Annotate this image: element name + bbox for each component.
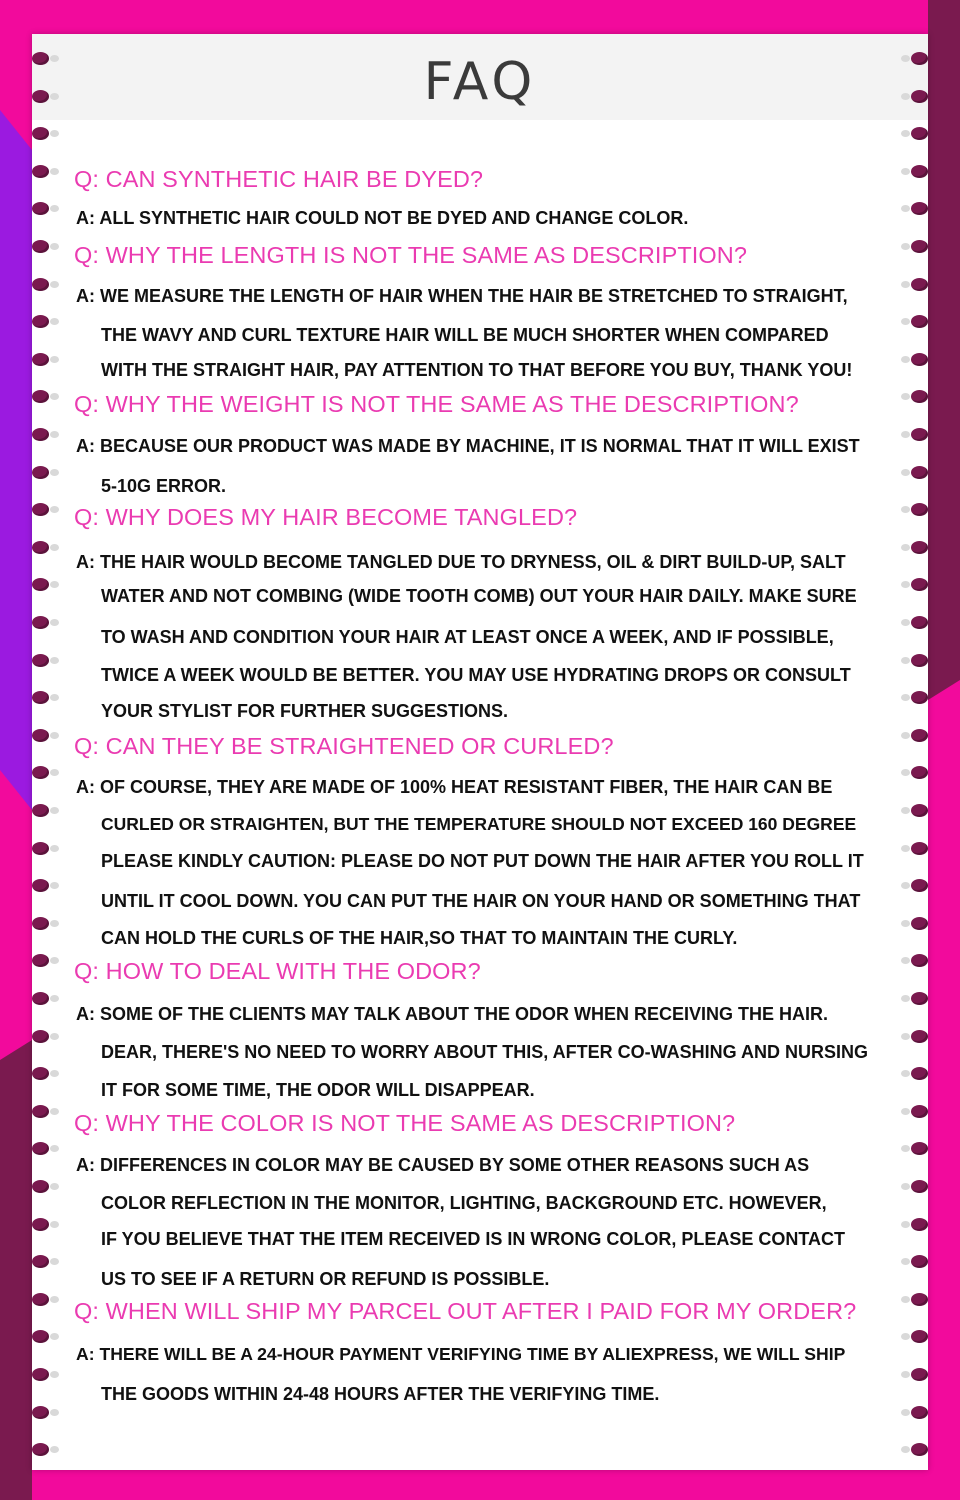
faq-question: Q: WHY THE COLOR IS NOT THE SAME AS DESCRIPTION? xyxy=(74,1110,736,1136)
faq-question: Q: HOW TO DEAL WITH THE ODOR? xyxy=(74,958,481,984)
maroon-band-right xyxy=(928,0,960,700)
faq-answer-line: COLOR REFLECTION IN THE MONITOR, LIGHTING, BACKGROUND ETC. HOWEVER, xyxy=(101,1193,827,1213)
faq-content xyxy=(32,34,928,1470)
faq-answer-line: DEAR, THERE'S NO NEED TO WORRY ABOUT THIS, AFTER CO-WASHING AND NURSING xyxy=(101,1042,868,1062)
faq-answer-line: THE WAVY AND CURL TEXTURE HAIR WILL BE MUCH SHORTER WHEN COMPARED xyxy=(101,325,829,345)
faq-paper xyxy=(32,34,928,1470)
faq-answer-line: A: WE MEASURE THE LENGTH OF HAIR WHEN THE HAIR BE STRETCHED TO STRAIGHT, xyxy=(76,286,848,306)
faq-answer-line: IT FOR SOME TIME, THE ODOR WILL DISAPPEAR. xyxy=(101,1080,535,1100)
faq-answer-line: A: ALL SYNTHETIC HAIR COULD NOT BE DYED AND CHANGE COLOR. xyxy=(76,208,689,228)
faq-answer-line: A: BECAUSE OUR PRODUCT WAS MADE BY MACHINE, IT IS NORMAL THAT IT WILL EXIST xyxy=(76,436,860,456)
faq-answer-line: TWICE A WEEK WOULD BE BETTER. YOU MAY USE HYDRATING DROPS OR CONSULT xyxy=(101,665,851,685)
faq-answer-line: A: DIFFERENCES IN COLOR MAY BE CAUSED BY SOME OTHER REASONS SUCH AS xyxy=(76,1155,810,1175)
faq-answer-line: YOUR STYLIST FOR FURTHER SUGGESTIONS. xyxy=(101,701,509,721)
faq-answer-line: UNTIL IT COOL DOWN. YOU CAN PUT THE HAIR ON YOUR HAND OR SOMETHING THAT xyxy=(101,891,861,911)
faq-question: Q: WHY THE LENGTH IS NOT THE SAME AS DESCRIPTION? xyxy=(74,242,748,268)
faq-answer-line: THE GOODS WITHIN 24-48 HOURS AFTER THE VERIFYING TIME. xyxy=(101,1384,660,1404)
faq-answer-line: CURLED OR STRAIGHTEN, BUT THE TEMPERATURE SHOULD NOT EXCEED 160 DEGREE xyxy=(101,814,857,834)
faq-answer-line: A: THE HAIR WOULD BECOME TANGLED DUE TO DRYNESS, OIL & DIRT BUILD-UP, SALT xyxy=(76,552,846,572)
faq-answer-line: WATER AND NOT COMBING (WIDE TOOTH COMB) OUT YOUR HAIR DAILY. MAKE SURE xyxy=(101,586,857,606)
faq-answer-line: WITH THE STRAIGHT HAIR, PAY ATTENTION TO THAT BEFORE YOU BUY, THANK YOU! xyxy=(101,360,853,380)
faq-answer-line: A: SOME OF THE CLIENTS MAY TALK ABOUT THE ODOR WHEN RECEIVING THE HAIR. xyxy=(76,1004,829,1024)
faq-answer-line: CAN HOLD THE CURLS OF THE HAIR,SO THAT TO MAINTAIN THE CURLY. xyxy=(101,928,738,948)
faq-answer-line: PLEASE KINDLY CAUTION: PLEASE DO NOT PUT DOWN THE HAIR AFTER YOU ROLL IT xyxy=(101,851,864,871)
faq-question: Q: WHY DOES MY HAIR BECOME TANGLED? xyxy=(74,504,578,530)
faq-answer-line: A: OF COURSE, THEY ARE MADE OF 100% HEAT RESISTANT FIBER, THE HAIR CAN BE xyxy=(76,777,833,797)
faq-question: Q: WHY THE WEIGHT IS NOT THE SAME AS THE DESCRIPTION? xyxy=(74,391,799,417)
faq-answer-line: 5-10G ERROR. xyxy=(101,476,227,496)
faq-answer-line: US TO SEE IF A RETURN OR REFUND IS POSSIBLE. xyxy=(101,1269,550,1289)
page-title: FAQ xyxy=(423,52,537,112)
faq-answer-line: A: THERE WILL BE A 24-HOUR PAYMENT VERIFYING TIME BY ALIEXPRESS, WE WILL SHIP xyxy=(76,1344,846,1364)
faq-question: Q: WHEN WILL SHIP MY PARCEL OUT AFTER I PAID FOR MY ORDER? xyxy=(74,1298,857,1324)
faq-question: Q: CAN SYNTHETIC HAIR BE DYED? xyxy=(74,166,484,192)
faq-question: Q: CAN THEY BE STRAIGHTENED OR CURLED? xyxy=(74,733,614,759)
faq-answer-line: TO WASH AND CONDITION YOUR HAIR AT LEAST ONCE A WEEK, AND IF POSSIBLE, xyxy=(101,627,834,647)
faq-answer-line: IF YOU BELIEVE THAT THE ITEM RECEIVED IS IN WRONG COLOR, PLEASE CONTACT xyxy=(101,1229,846,1249)
